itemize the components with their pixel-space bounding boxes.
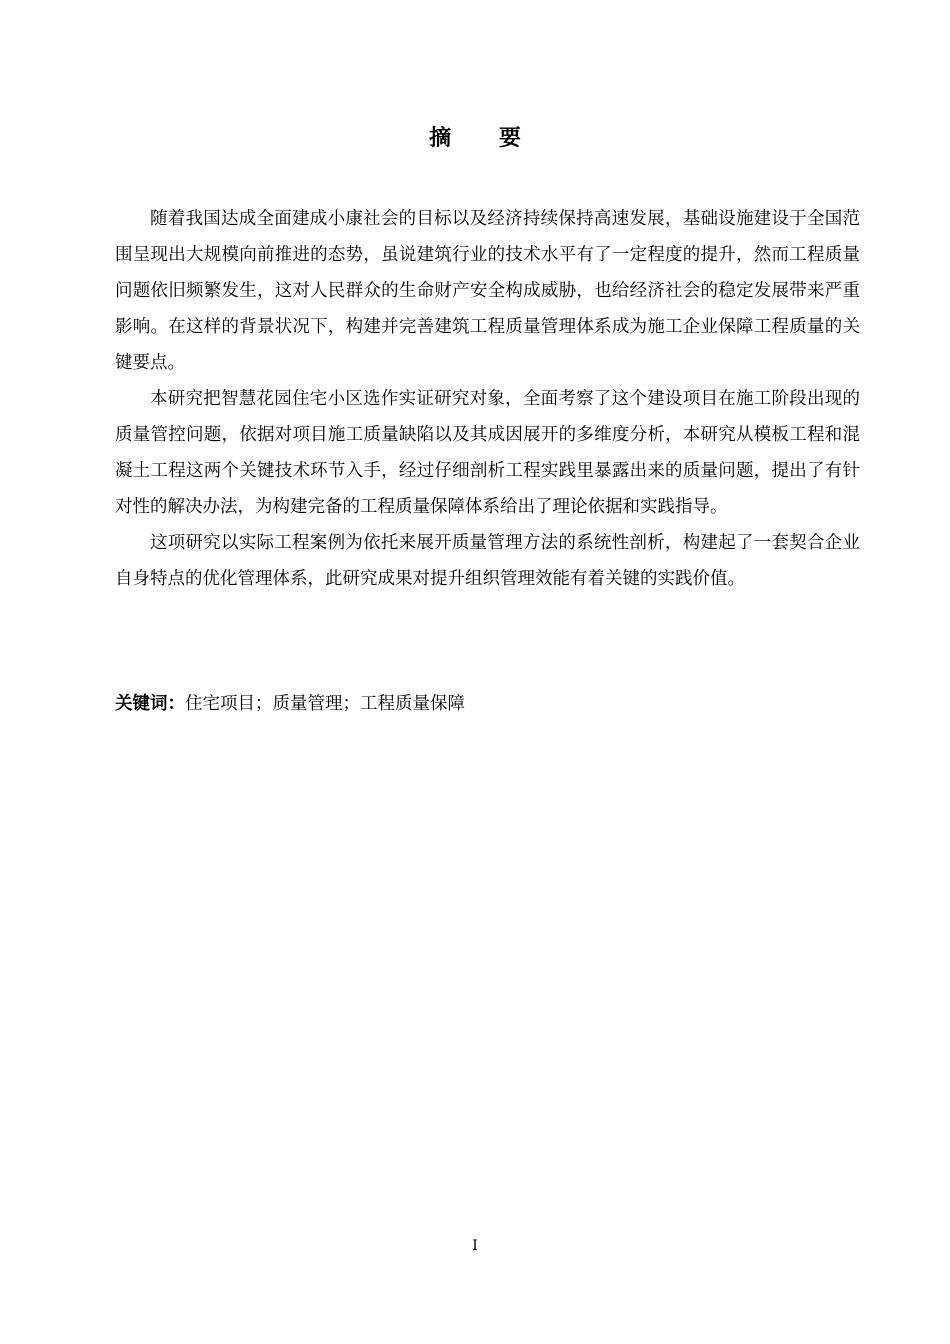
keywords-label: 关键词： — [115, 694, 185, 714]
abstract-paragraph: 这项研究以实际工程案例为依托来展开质量管理方法的系统性剖析，构建起了一套契合企业自身特点的优化管理体系，此研究成果对提升组织管理效能有着关键的实践价值。 — [115, 533, 860, 589]
keywords-value: 住宅项目；质量管理；工程质量保障 — [185, 694, 465, 714]
keywords-line — [115, 686, 860, 722]
abstract-paragraph: 随着我国达成全面建成小康社会的目标以及经济持续保持高速发展，基础设施建设于全国范围呈现出大规模向前推进的态势，虽说建筑行业的技术水平有了一定程度的提升，然而工程质量问题依旧频繁发生，这对人民群众的生命财产安全构成威胁，也给经济社会的稳定发展带来严重影响。在这样的背景状况下，构建并完善建筑工程质量管理体系成为施工企业保障工程质量的关键要点。 — [115, 209, 860, 373]
abstract-body — [115, 201, 860, 597]
page-number: I — [472, 1238, 478, 1254]
abstract-title: 摘 要 — [429, 125, 541, 151]
abstract-paragraph: 本研究把智慧花园住宅小区选作实证研究对象，全面考察了这个建设项目在施工阶段出现的质量管控问题，依据对项目施工质量缺陷以及其成因展开的多维度分析，本研究从模板工程和混凝土工程这两个关键技术环节入手，经过仔细剖析工程实践里暴露出来的质量问题，提出了有针对性的解决办法，为构建完备的工程质量保障体系给出了理论依据和实践指导。 — [115, 389, 860, 517]
